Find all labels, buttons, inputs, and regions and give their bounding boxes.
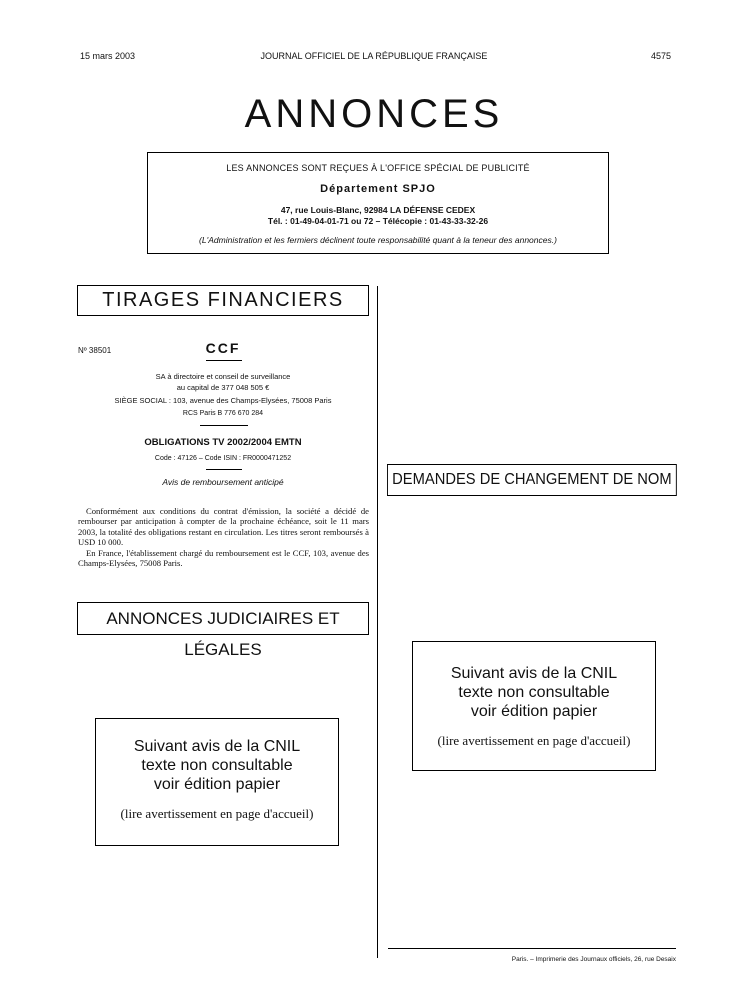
divider-rule — [206, 360, 242, 361]
cnil-warning: (lire avertissement en page d'accueil) — [437, 733, 631, 748]
company-seat: SIÈGE SOCIAL : 103, avenue des Champs-Elysées, 75008 Paris — [114, 396, 332, 405]
info-department: Département SPJO — [320, 183, 436, 195]
cnil-line: voir édition papier — [470, 703, 598, 720]
cnil-line: Suivant avis de la CNIL — [450, 665, 618, 682]
cnil-warning: (lire avertissement en page d'accueil) — [120, 806, 314, 821]
cnil-notice-box — [412, 641, 656, 771]
company-name: CCF — [205, 340, 241, 356]
info-address: 47, rue Louis-Blanc, 92984 LA DÉFENSE CEDEX — [280, 205, 476, 215]
company-rcs: RCS Paris B 776 670 284 — [182, 410, 264, 417]
footer-rule — [388, 948, 676, 949]
bond-title: OBLIGATIONS TV 2002/2004 EMTN — [144, 437, 302, 448]
cnil-notice-box — [95, 718, 339, 846]
notice-type: Avis de remboursement anticipé — [162, 477, 284, 487]
notice-paragraph: Conformément aux conditions du contrat d'émission, la société a décidé de rembourser par anticipation à compter de la prochaine échéance, soit le 11 mars 2003, la totalité des obligations restant en circulation. Les titres seront remboursés à USD 10 000. — [78, 506, 369, 548]
page-title: ANNONCES — [244, 92, 504, 136]
section-changement-nom: DEMANDES DE CHANGEMENT DE NOM — [387, 464, 677, 496]
info-reception: LES ANNONCES SONT REÇUES À L'OFFICE SPÉCIAL DE PUBLICITÉ — [226, 163, 530, 173]
column-divider — [377, 286, 378, 958]
section-annonces-judiciaires: ANNONCES JUDICIAIRES ET LÉGALES — [77, 602, 369, 635]
notice-paragraph: En France, l'établissement chargé du remboursement est le CCF, 103, avenue des Champs-Elysées, 75008 Paris. — [78, 547, 369, 569]
divider-rule — [200, 425, 248, 426]
info-disclaimer: (L'Administration et les fermiers déclinent toute responsabilité quant à la teneur des annonces.) — [199, 235, 557, 245]
notice-number: Nº 38501 — [78, 346, 112, 355]
cnil-line: texte non consultable — [458, 684, 610, 701]
header-date: 15 mars 2003 — [80, 51, 136, 61]
cnil-line: voir édition papier — [153, 776, 281, 793]
company-form: SA à directoire et conseil de surveillance — [155, 372, 291, 381]
notice-body — [78, 506, 369, 568]
journal-title: JOURNAL OFFICIEL DE LA RÉPUBLIQUE FRANÇAISE — [260, 51, 488, 61]
cnil-line: Suivant avis de la CNIL — [133, 738, 301, 755]
info-phone: Tél. : 01-49-04-01-71 ou 72 – Télécopie : 01-43-33-32-26 — [267, 216, 489, 226]
company-capital: au capital de 377 048 505 € — [176, 383, 270, 392]
page-number: 4575 — [651, 51, 672, 61]
publicity-info-box — [147, 152, 609, 254]
printer-footer: Paris. – Imprimerie des Journaux officiels, 26, rue Desaix — [511, 956, 676, 963]
divider-rule — [206, 469, 242, 470]
section-tirages-financiers: TIRAGES FINANCIERS — [77, 285, 369, 316]
cnil-line: texte non consultable — [141, 757, 293, 774]
bond-code: Code : 47126 – Code ISIN : FR0000471252 — [154, 455, 292, 462]
